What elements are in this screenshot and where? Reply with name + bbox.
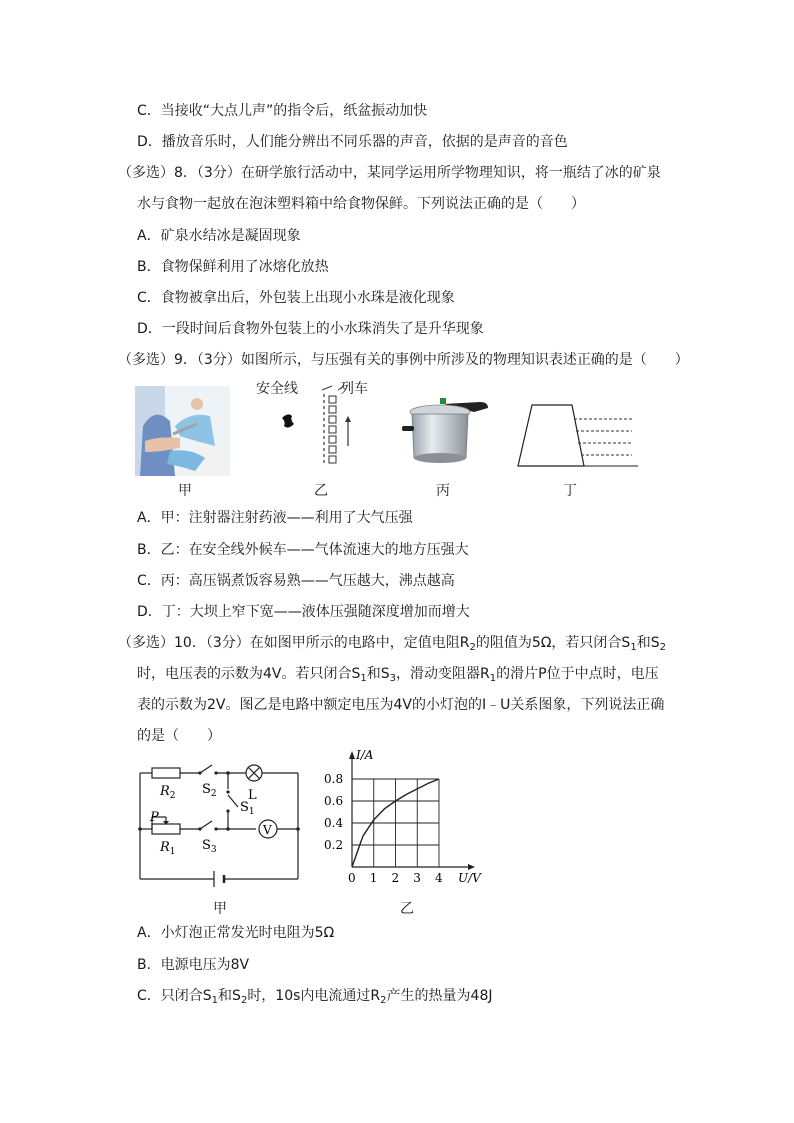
label-s2: $S_2$ bbox=[202, 782, 217, 799]
train-label: 列车 bbox=[340, 381, 368, 397]
q8-option-b: B．食物保鲜利用了冰熔化放热 bbox=[137, 259, 329, 275]
q9-option-c: C．丙：高压锅煮饭容易熟——气压越大，沸点越高 bbox=[137, 573, 455, 589]
iu-graph bbox=[318, 745, 498, 890]
q8-option-a: A．矿泉水结冰是凝固现象 bbox=[137, 228, 301, 244]
q8-stem-line1: （多选）8．（3分）在研学旅行活动中，某同学运用所学物理知识，将一瓶结了冰的矿泉 bbox=[118, 165, 661, 181]
q10-option-a: A．小灯泡正常发光时电阻为5Ω bbox=[137, 925, 335, 941]
q10-option-b: B．电源电压为8V bbox=[137, 957, 250, 973]
dam-diagram bbox=[516, 401, 641, 471]
graph-grid bbox=[352, 779, 439, 867]
y-tick-label: 0.2 bbox=[324, 838, 344, 852]
fig-label-bing: 丙 bbox=[436, 483, 450, 499]
label-s3: $S_3$ bbox=[202, 838, 217, 855]
q8-option-d: D．一段时间后食物外包装上的小水珠消失了是升华现象 bbox=[137, 321, 484, 337]
q7-option-c: C．当接收“大点儿声”的指令后，纸盆振动加快 bbox=[137, 103, 428, 119]
q8-option-c: C．食物被拿出后，外包装上出现小水珠是液化现象 bbox=[137, 290, 455, 306]
q10-stem-line3: 表的示数为2V。图乙是电路中额定电压为4V的小灯泡的I﹣U关系图象，下列说法正确 bbox=[137, 697, 665, 713]
x-tick-label: 3 bbox=[413, 871, 421, 885]
q10-stem-line4: 的是（ ） bbox=[137, 728, 221, 744]
x-tick-label: 4 bbox=[435, 871, 443, 885]
x-tick-label: 2 bbox=[391, 871, 400, 885]
fig-label-jia: 甲 bbox=[178, 483, 192, 499]
y-tick-label: 0.4 bbox=[324, 816, 344, 830]
fig-label-yi: 乙 bbox=[314, 483, 328, 499]
x-tick-label: 1 bbox=[369, 871, 378, 885]
q9-option-a: A．甲：注射器注射药液——利用了大气压强 bbox=[137, 510, 413, 526]
x-tick-label: 0 bbox=[348, 871, 356, 885]
pressure-cooker-image bbox=[402, 396, 492, 468]
label-lamp: L bbox=[248, 788, 257, 803]
q9-option-d: D．丁：大坝上窄下宽——液体压强随深度增加而增大 bbox=[137, 604, 470, 620]
q7-option-d: D．播放音乐时，人们能分辨出不同乐器的声音，依据的是声音的音色 bbox=[137, 134, 568, 150]
fig-label-ding: 丁 bbox=[563, 483, 577, 499]
label-r2: $R_2$ bbox=[160, 784, 176, 801]
safety-line-label: 安全线 bbox=[256, 381, 298, 397]
q10-option-c: C．只闭合$S_1$和$S_2$时，10s内电流通过$R_2$产生的热量为48J bbox=[137, 988, 493, 1006]
y-axis-label: I/A bbox=[356, 748, 374, 762]
injection-image bbox=[135, 386, 230, 476]
label-r1: $R_1$ bbox=[160, 840, 176, 857]
fig-caption-jia: 甲 bbox=[213, 901, 227, 917]
q9-figure-row bbox=[130, 376, 650, 501]
y-tick-label: 0.6 bbox=[324, 794, 344, 808]
q10-stem-line1: （多选）10．（3分）在如图甲所示的电路中，定值电阻$R_2$的阻值为5Ω，若只闭合$S_1$和$S_2$ bbox=[118, 635, 666, 653]
voltmeter-label: V bbox=[263, 823, 272, 837]
fig-caption-yi: 乙 bbox=[400, 901, 414, 917]
q9-stem: （多选）9．（3分）如图所示，与压强有关的事例中所涉及的物理知识表述正确的是（ ） bbox=[118, 352, 689, 368]
y-tick-label: 0.8 bbox=[324, 772, 344, 786]
q9-option-b: B．乙：在安全线外候车——气体流速大的地方压强大 bbox=[137, 542, 469, 558]
label-s1: $S_1$ bbox=[240, 800, 255, 817]
q10-stem-line2: 时，电压表的示数为4V。若只闭合$S_1$和$S_3$，滑动变阻器$R_1$的滑片P位于中点时，电压 bbox=[137, 666, 659, 684]
label-p: P bbox=[150, 810, 159, 825]
x-axis-label: U/V bbox=[458, 871, 481, 885]
circuit-diagram bbox=[130, 755, 310, 895]
q8-stem-line2: 水与食物一起放在泡沫塑料箱中给食物保鲜。下列说法正确的是（ ） bbox=[137, 196, 585, 212]
